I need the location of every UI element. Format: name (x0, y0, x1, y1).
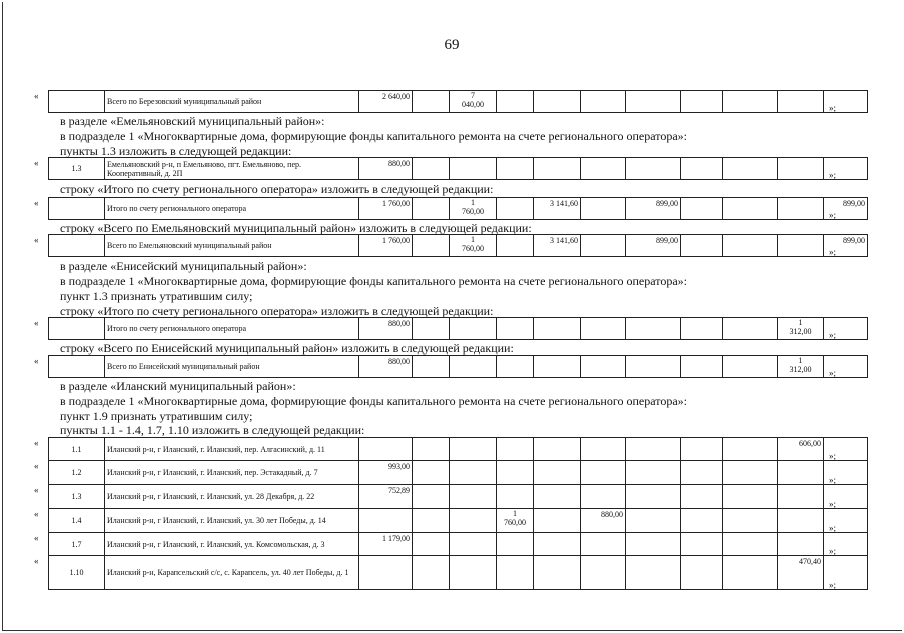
close-mark: »; (829, 523, 837, 533)
close-mark: »; (829, 368, 837, 378)
value-cell (626, 91, 681, 113)
value-cell (497, 318, 534, 340)
address-cell: Всего по Енисейский муниципальный район (105, 356, 359, 378)
row-index-cell: 1.7 (49, 533, 105, 556)
address-cell: Всего по Емельяновский муниципальный район (105, 235, 359, 257)
row-index-cell: 1.3 (49, 158, 105, 180)
value-cell (581, 158, 626, 180)
value-cell (581, 356, 626, 378)
value-cell (681, 461, 723, 485)
value-cell (681, 533, 723, 556)
instruction-line: в подразделе 1 «Многоквартирные дома, формирующие фонды капитального ремонта на счете регионального оператора»: (60, 129, 687, 143)
value-cell (723, 438, 778, 461)
instruction-line: в разделе «Емельяновский муниципальный район»: (60, 114, 325, 128)
value-cell (413, 158, 450, 180)
open-quote: « (34, 318, 39, 328)
value-cell: 470,40 (778, 556, 824, 590)
value-cell (681, 91, 723, 113)
value-cell (534, 509, 581, 533)
value-cell (681, 509, 723, 533)
value-cell (626, 356, 681, 378)
value-cell (581, 198, 626, 220)
value-cell (681, 356, 723, 378)
value-cell (497, 461, 534, 485)
value-cell (534, 533, 581, 556)
open-quote: « (34, 533, 39, 543)
table-row (49, 556, 868, 590)
row-index-cell: 1.4 (49, 509, 105, 533)
table-row (49, 461, 868, 485)
value-cell (681, 198, 723, 220)
close-mark: »; (829, 103, 837, 113)
value-cell (723, 461, 778, 485)
value-cell (413, 509, 450, 533)
value-cell: 2 640,00 (359, 91, 413, 113)
value-cell (450, 485, 497, 509)
instruction-line: в подразделе 1 «Многоквартирные дома, формирующие фонды капитального ремонта на счете регионального оператора»: (60, 394, 687, 408)
value-cell (681, 438, 723, 461)
value-cell: 993,00 (359, 461, 413, 485)
address-cell: Итого по счету регионального оператора (105, 318, 359, 340)
amendment-table-row (48, 460, 868, 485)
value-cell: 1 760,00 (359, 198, 413, 220)
table-row (49, 356, 868, 378)
value-cell (778, 461, 824, 485)
row-index-cell (49, 318, 105, 340)
address-cell: Всего по Березовский муниципальный район (105, 91, 359, 113)
amendment-table-row (48, 532, 868, 556)
value-cell (534, 438, 581, 461)
close-mark: »; (829, 546, 837, 556)
value-cell (534, 158, 581, 180)
row-index-cell (49, 235, 105, 257)
value-cell (581, 235, 626, 257)
value-cell (681, 318, 723, 340)
value-cell: 3 141,60 (534, 198, 581, 220)
value-cell (681, 235, 723, 257)
value-cell (681, 158, 723, 180)
value-cell (626, 533, 681, 556)
value-cell (778, 91, 824, 113)
value-cell: 1 760,00 (450, 235, 497, 257)
amendment-table-row (48, 317, 868, 340)
address-cell: Итого по счету регионального оператора (105, 198, 359, 220)
value-cell (359, 556, 413, 590)
amendment-table-row (48, 555, 868, 590)
value-cell (778, 198, 824, 220)
instruction-line: пункты 1.1 - 1.4, 1.7, 1.10 изложить в следующей редакции: (60, 423, 365, 437)
table-row (49, 438, 868, 461)
instruction-line: пункты 1.3 изложить в следующей редакции: (60, 144, 292, 158)
instruction-line: строку «Всего по Емельяновский муниципальный район» изложить в следующей редакции: (60, 221, 532, 235)
table-row (49, 509, 868, 533)
value-cell (723, 158, 778, 180)
table-row (49, 485, 868, 509)
value-cell (413, 235, 450, 257)
amendment-table-row (48, 484, 868, 509)
value-cell (450, 318, 497, 340)
value-cell (497, 533, 534, 556)
row-index-cell (49, 91, 105, 113)
value-cell: 880,00 (359, 356, 413, 378)
row-index-cell: 1.3 (49, 485, 105, 509)
table-row (49, 533, 868, 556)
page-number: 69 (444, 37, 460, 53)
instruction-line: в разделе «Иланский муниципальный район»: (60, 379, 296, 393)
instruction-line: строку «Всего по Енисейский муниципальный район» изложить в следующей редакции: (60, 341, 514, 355)
value-cell (450, 438, 497, 461)
value-cell: 1 179,00 (359, 533, 413, 556)
open-quote: « (34, 556, 39, 566)
value-cell (534, 318, 581, 340)
value-cell (778, 509, 824, 533)
value-cell: 3 141,60 (534, 235, 581, 257)
value-cell (778, 533, 824, 556)
address-cell: Иланский р-н, г Иланский, г. Иланский, ул. 28 Декабря, д. 22 (105, 485, 359, 509)
address-cell: Иланский р-н, г Иланский, г. Иланский, пер. Эстакадный, д. 7 (105, 461, 359, 485)
value-cell (681, 556, 723, 590)
value-cell (723, 318, 778, 340)
value-cell (450, 533, 497, 556)
address-cell: Иланский р-н, Карапсельский с/с, с. Карапсель, ул. 40 лет Победы, д. 1 (105, 556, 359, 590)
value-cell: 7 040,00 (450, 91, 497, 113)
value-cell (778, 158, 824, 180)
amendment-table-row (48, 234, 868, 257)
open-quote: « (34, 158, 39, 168)
value-cell (626, 461, 681, 485)
close-mark: »; (829, 475, 837, 485)
value-cell: 880,00 (359, 318, 413, 340)
value-cell (626, 556, 681, 590)
value-cell (413, 198, 450, 220)
value-cell (450, 509, 497, 533)
value-cell (581, 91, 626, 113)
value-cell (413, 461, 450, 485)
value-cell (626, 438, 681, 461)
value-cell: 1 312,00 (778, 356, 824, 378)
open-quote: « (34, 91, 39, 101)
value-cell: 1 760,00 (450, 198, 497, 220)
value-cell (359, 438, 413, 461)
value-cell: 899,00 (824, 235, 868, 257)
value-cell (681, 485, 723, 509)
value-cell (497, 438, 534, 461)
open-quote: « (34, 198, 39, 208)
value-cell (413, 485, 450, 509)
value-cell (778, 485, 824, 509)
value-cell: 1 760,00 (359, 235, 413, 257)
value-cell (497, 556, 534, 590)
value-cell (723, 509, 778, 533)
value-cell (534, 356, 581, 378)
value-cell (723, 91, 778, 113)
close-mark: »; (829, 330, 837, 340)
value-cell (413, 438, 450, 461)
value-cell: 880,00 (581, 509, 626, 533)
table-row (49, 158, 868, 180)
open-quote: « (34, 461, 39, 471)
value-cell (534, 485, 581, 509)
open-quote: « (34, 509, 39, 519)
address-cell: Иланский р-н, г Иланский, г. Иланский, ул. 30 лет Победы, д. 14 (105, 509, 359, 533)
value-cell (413, 91, 450, 113)
value-cell (581, 556, 626, 590)
value-cell (723, 198, 778, 220)
value-cell (581, 438, 626, 461)
amendment-table-row (48, 437, 868, 461)
value-cell (534, 556, 581, 590)
value-cell (450, 158, 497, 180)
open-quote: « (34, 235, 39, 245)
table-row (49, 235, 868, 257)
open-quote: « (34, 438, 39, 448)
value-cell (497, 198, 534, 220)
amendment-table-row (48, 197, 868, 220)
value-cell (497, 356, 534, 378)
value-cell (413, 356, 450, 378)
value-cell (534, 91, 581, 113)
table-row (49, 318, 868, 340)
value-cell (581, 533, 626, 556)
value-cell (450, 356, 497, 378)
close-mark: »; (829, 580, 837, 590)
row-index-cell (49, 198, 105, 220)
value-cell (626, 509, 681, 533)
value-cell (450, 556, 497, 590)
open-quote: « (34, 485, 39, 495)
amendment-table-row (48, 157, 868, 180)
amendment-table-row (48, 90, 868, 113)
value-cell (497, 485, 534, 509)
row-index-cell: 1.1 (49, 438, 105, 461)
value-cell (413, 556, 450, 590)
instruction-line: пункт 1.3 признать утратившим силу; (60, 289, 253, 303)
address-cell: Иланский р-н, г Иланский, г. Иланский, пер. Алгасинский, д. 11 (105, 438, 359, 461)
value-cell (534, 461, 581, 485)
instruction-line: пункт 1.9 признать утратившим силу; (60, 409, 253, 423)
value-cell: 899,00 (626, 235, 681, 257)
instruction-line: строку «Итого по счету регионального оператора» изложить в следующей редакции: (60, 304, 494, 318)
row-index-cell: 1.2 (49, 461, 105, 485)
close-mark: »; (829, 170, 837, 180)
value-cell (626, 318, 681, 340)
value-cell (413, 533, 450, 556)
value-cell: 1 760,00 (497, 509, 534, 533)
open-quote: « (34, 356, 39, 366)
instruction-line: в разделе «Енисейский муниципальный район»: (60, 259, 307, 273)
value-cell (450, 461, 497, 485)
value-cell (413, 318, 450, 340)
value-cell (497, 158, 534, 180)
value-cell: 1 312,00 (778, 318, 824, 340)
value-cell (359, 509, 413, 533)
value-cell (581, 461, 626, 485)
value-cell (723, 485, 778, 509)
address-cell: Иланский р-н, г Иланский, г. Иланский, ул. Комсомольская, д. 3 (105, 533, 359, 556)
value-cell (723, 356, 778, 378)
value-cell (626, 158, 681, 180)
close-mark: »; (829, 451, 837, 461)
instruction-line: в подразделе 1 «Многоквартирные дома, формирующие фонды капитального ремонта на счете регионального оператора»: (60, 274, 687, 288)
value-cell (778, 235, 824, 257)
amendment-table-row (48, 508, 868, 533)
address-cell: Емельяновский р-н, п Емельяново, пгт. Емельяново, пер. Кооперативный, д. 2П (105, 158, 359, 180)
close-mark: »; (829, 210, 837, 220)
value-cell: 752,89 (359, 485, 413, 509)
value-cell (626, 485, 681, 509)
row-index-cell: 1.10 (49, 556, 105, 590)
instruction-line: строку «Итого по счету регионального оператора» изложить в следующей редакции: (60, 182, 494, 196)
value-cell: 899,00 (824, 198, 868, 220)
close-mark: »; (829, 499, 837, 509)
value-cell (723, 533, 778, 556)
row-index-cell (49, 356, 105, 378)
value-cell (581, 485, 626, 509)
value-cell (497, 91, 534, 113)
value-cell (497, 235, 534, 257)
table-row (49, 91, 868, 113)
value-cell: 606,00 (778, 438, 824, 461)
value-cell (723, 235, 778, 257)
value-cell: 880,00 (359, 158, 413, 180)
value-cell (581, 318, 626, 340)
value-cell (723, 556, 778, 590)
close-mark: »; (829, 247, 837, 257)
amendment-table-row (48, 355, 868, 378)
value-cell: 899,00 (626, 198, 681, 220)
table-row (49, 198, 868, 220)
